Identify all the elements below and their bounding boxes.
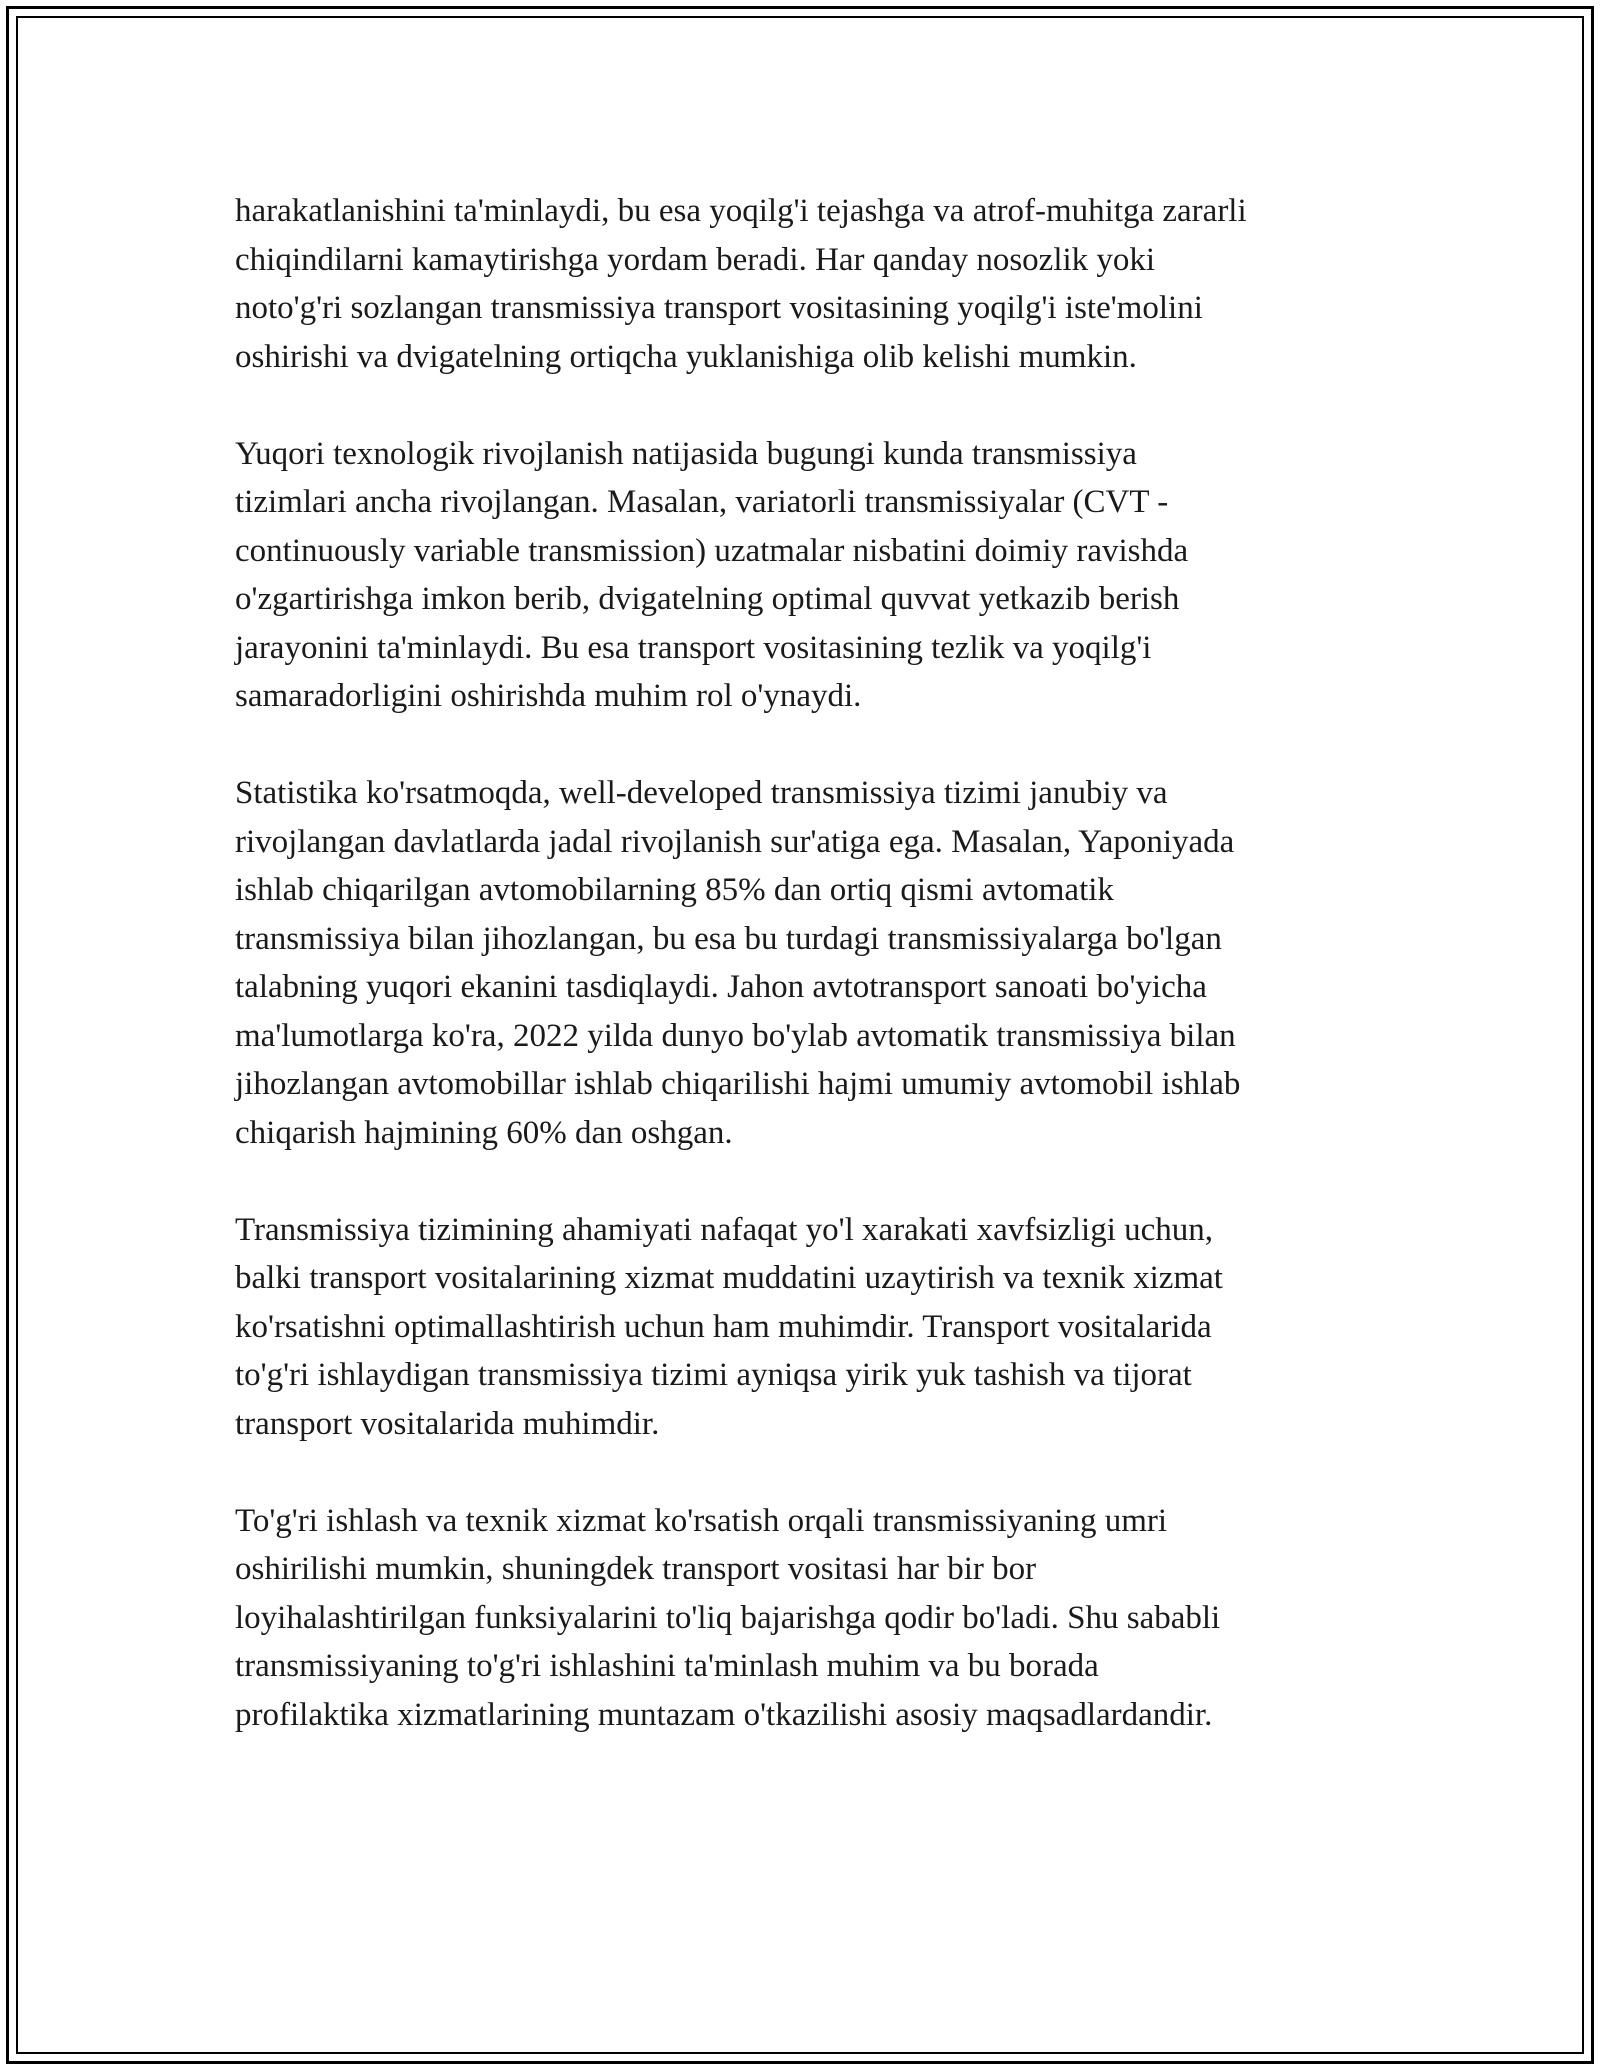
paragraph-3: Statistika ko'rsatmoqda, well-developed transmissiya tizimi janubiy va rivojlangan davlatlarda jadal rivojlanish sur'atiga ega. Masalan, Yaponiyada ishlab chiqarilgan avtomobilarning 85% dan ortiq qismi avtomatik transmissiya bilan jihozlangan, bu esa bu turdagi transmissiyalarga bo'lgan talabning yuqori ekanini tasdiqlaydi. Jahon avtotransport sanoati bo'yicha ma'lumotlarga ko'ra, 2022 yilda dunyo bo'ylab avtomatik transmissiya bilan jihozlangan avtomobillar ishlab chiqarilishi hajmi umumiy avtomobil ishlab chiqarish hajmining 60% dan oshgan.	[235, 775, 1241, 1151]
paragraph-5: To'g'ri ishlash va texnik xizmat ko'rsatish orqali transmissiyaning umri oshirilishi mumkin, shuningdek transport vositasi har bir bor loyihalashtirilgan funksiyalarini to'liq bajarishga qodir bo'ladi. Shu sababli transmissiyaning to'g'ri ishlashini ta'minlash muhim va bu borada profilaktika xizmatlarining muntazam o'tkazilishi asosiy maqsadlardandir.	[235, 1502, 1221, 1733]
paragraph-4: Transmissiya tizimining ahamiyati nafaqat yo'l xarakati xavfsizligi uchun, balki transport vositalarining xizmat muddatini uzaytirish va texnik xizmat ko'rsatishni optimallashtirish uchun ham muhimdir. Transport vositalarida to'g'ri ishlaydigan transmissiya tizimi ayniqsa yirik yuk tashish va tijorat transport vositalarida muhimdir.	[235, 1211, 1223, 1442]
paragraph-1: harakatlanishini ta'minlaydi, bu esa yoqilg'i tejashga va atrof-muhitga zararli chiqindilarni kamaytirishga yordam beradi. Har qanday nosozlik yoki noto'g'ri sozlangan transmissiya transport vositasining yoqilg'i iste'molini oshirishi va dvigatelning ortiqcha yuklanishiga olib kelishi mumkin.	[235, 193, 1247, 375]
document-body	[235, 187, 1385, 1739]
paragraph-2: Yuqori texnologik rivojlanish natijasida bugungi kunda transmissiya tizimlari ancha rivojlangan. Masalan, variatorli transmissiyalar (CVT - continuously variable transmission) uzatmalar nisbatini doimiy ravishda o'zgartirishga imkon berib, dvigatelning optimal quvvat yetkazib berish jarayonini ta'minlaydi. Bu esa transport vositasining tezlik va yoqilg'i samaradorligini oshirishda muhim rol o'ynaydi.	[235, 435, 1189, 714]
